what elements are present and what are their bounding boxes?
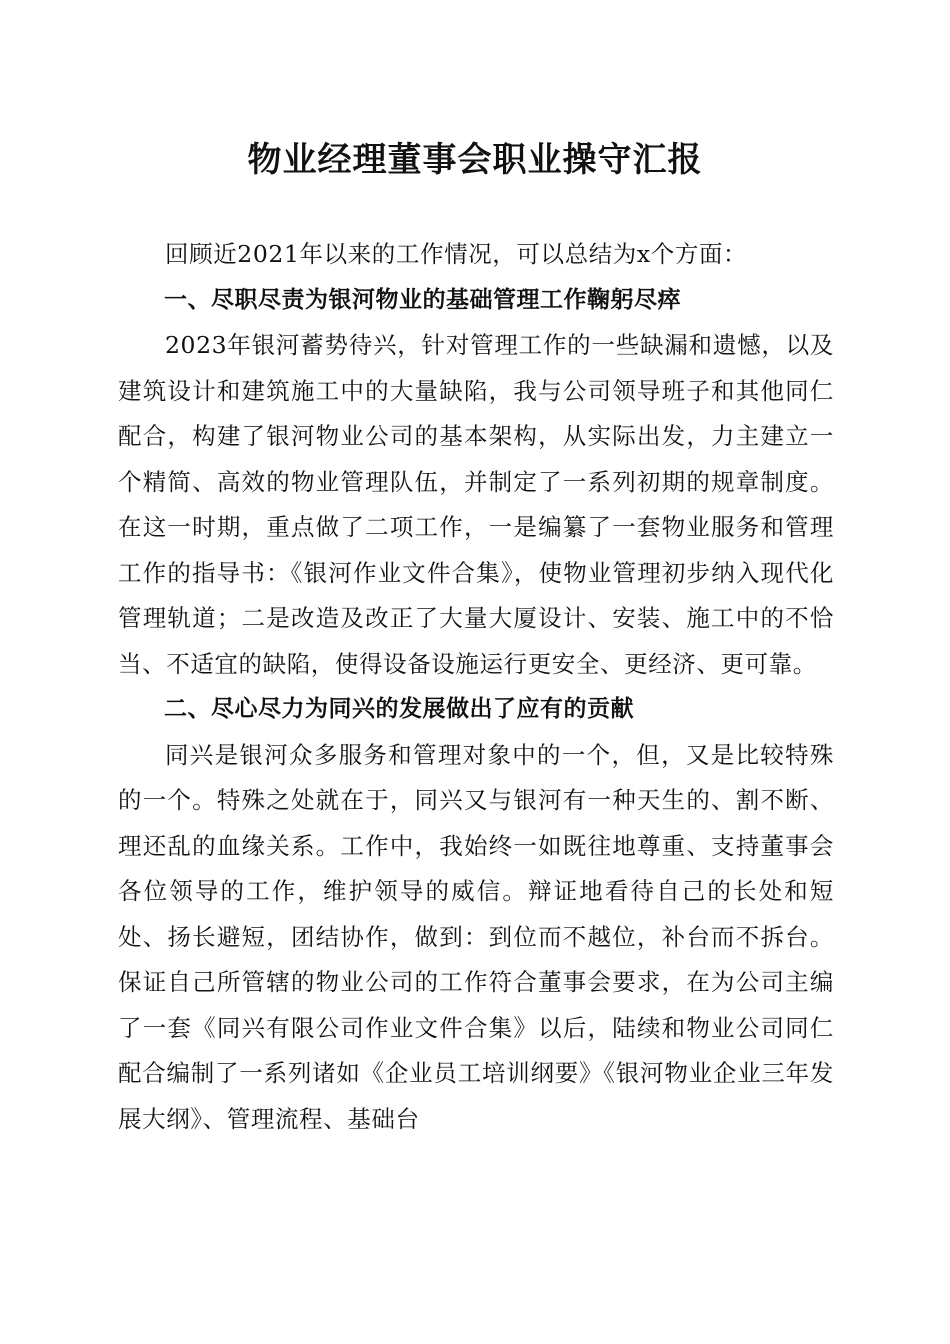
section-2-paragraph: 同兴是银河众多服务和管理对象中的一个，但，又是比较特殊的一个。特殊之处就在于，同兴又与银河有一种天生的、割不断、理还乱的血缘关系。工作中，我始终一如既往地尊重、支持董事会各位领导的工作，维护领导的威信。辩证地看待自己的长处和短处、扬长避短，团结协作，做到：到位而不越位，补台而不拆台。保证自己所管辖的物业公司的工作符合董事会要求，在为公司主编了一套《同兴有限公司作业文件合集》以后，陆续和物业公司同仁配合编制了一系列诸如《企业员工培训纲要》《银河物业企业三年发展大纲》、管理流程、基础台 bbox=[118, 740, 834, 1133]
section-1-paragraph: 2023年银河蓄势待兴，针对管理工作的一些缺漏和遗憾，以及建筑设计和建筑施工中的大量缺陷，我与公司领导班子和其他同仁配合，构建了银河物业公司的基本架构，从实际出发，力主建立一个精简、高效的物业管理队伍，并制定了一系列初期的规章制度。在这一时期，重点做了二项工作，一是编纂了一套物业服务和管理工作的指导书：《银河作业文件合集》，使物业管理初步纳入现代化管理轨道；二是改造及改正了大量大厦设计、安装、施工中的不恰当、不适宜的缺陷，使得设备设施运行更安全、更经济、更可靠。 bbox=[118, 331, 834, 678]
section-1-heading: 一、尽职尽责为银河物业的基础管理工作鞠躬尽瘁 bbox=[164, 286, 681, 313]
document-body bbox=[118, 232, 834, 1142]
document-title: 物业经理董事会职业操守汇报 bbox=[247, 140, 703, 180]
section-2-heading: 二、尽心尽力为同兴的发展做出了应有的贡献 bbox=[164, 696, 634, 722]
intro-paragraph: 回顾近2021年以来的工作情况，可以总结为x个方面： bbox=[165, 240, 748, 268]
